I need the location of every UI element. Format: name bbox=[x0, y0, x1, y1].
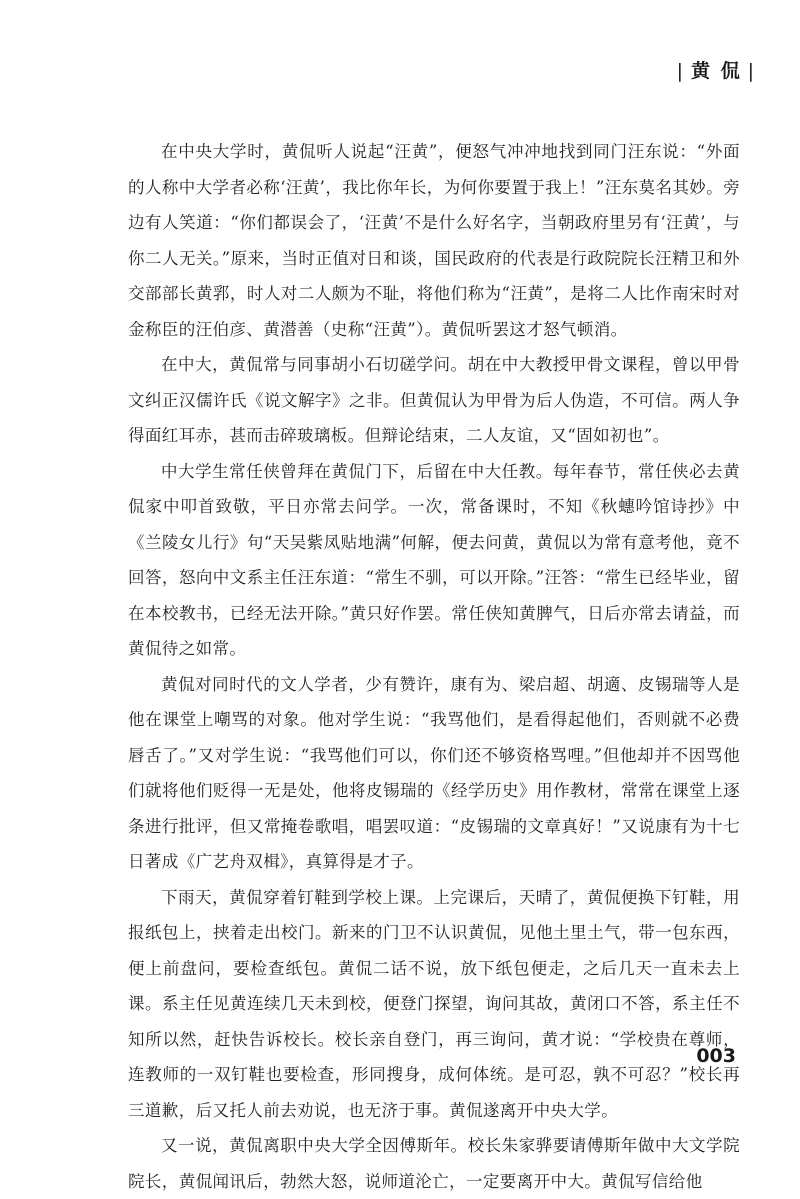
header-bar-left: | bbox=[676, 60, 685, 82]
page-number: 003 bbox=[696, 1045, 736, 1067]
paragraph-1: 在中央大学时，黄侃听人说起“汪黄”，便怒气冲冲地找到同门汪东说：“外面的人称中大学者必称‘汪黄’，我比你年长，为何你要置于我上！”汪东莫名其妙。旁边有人笑道：“你们都误会了，‘汪黄’不是什么好名字，当朝政府里另有‘汪黄’，与你二人无关。”原来，当时正值对日和谈，国民政府的代表是行政院院长汪精卫和外交部部长黄郛，时人对二人颇为不耻，将他们称为“汪黄”，是将二人比作南宋时对金称臣的汪伯彦、黄潜善（史称“汪黄”）。黄侃听罢这才怒气顿消。 bbox=[128, 142, 740, 339]
paragraph-6: 又一说，黄侃离职中央大学全因傅斯年。校长朱家骅要请傅斯年做中大文学院院长，黄侃闻讯后，勃然大怒，说师道沦亡，一定要离开中大。黄侃写信给他 bbox=[128, 1136, 740, 1191]
header-bar-right: | bbox=[747, 60, 756, 82]
paragraph-3: 中大学生常任侠曾拜在黄侃门下，后留在中大任教。每年春节，常任侠必去黄侃家中叩首致敬，平日亦常去问学。一次，常备课时，不知《秋蟪吟馆诗抄》中《兰陵女儿行》句“天吴紫凤贴地满”何解，便去问黄，黄侃以为常有意考他，竟不回答，怒向中文系主任汪东道：“常生不驯，可以开除。”汪答：“常生已经毕业，留在本校教书，已经无法开除。”黄只好作罢。常任侠知黄脾气，日后亦常去请益，而黄侃待之如常。 bbox=[128, 461, 740, 658]
paragraph-5: 下雨天，黄侃穿着钉鞋到学校上课。上完课后，天晴了，黄侃便换下钉鞋，用报纸包上，挟着走出校门。新来的门卫不认识黄侃，见他土里土气，带一包东西，便上前盘问，要检查纸包。黄侃二话不说，放下纸包便走，之后几天一直未去上课。系主任见黄连续几天未到校，便登门探望，询问其故，黄闭口不答，系主任不知所以然，赶快告诉校长。校长亲自登门，再三询问，黄才说：“学校贵在尊师，连教师的一双钉鞋也要检查，形同搜身，成何体统。是可忍，孰不可忍？”校长再三道歉，后又托人前去劝说，也无济于事。黄侃遂离开中央大学。 bbox=[128, 887, 740, 1120]
paragraph-2: 在中大，黄侃常与同事胡小石切磋学问。胡在中大教授甲骨文课程，曾以甲骨文纠正汉儒许氏《说文解字》之非。但黄侃认为甲骨为后人伪造，不可信。两人争得面红耳赤，甚而击碎玻璃板。但辩论结束，二人友谊，又“固如初也”。 bbox=[128, 355, 740, 445]
page-body bbox=[128, 134, 740, 1199]
running-title: 黄 侃 bbox=[690, 60, 742, 82]
paragraph-4: 黄侃对同时代的文人学者，少有赞许，康有为、梁启超、胡適、皮锡瑞等人是他在课堂上嘲骂的对象。他对学生说：“我骂他们，是看得起他们，否则就不必费唇舌了。”又对学生说：“我骂他们可以，你们还不够资格骂哩。”但他却并不因骂他们就将他们贬得一无是处，他将皮锡瑞的《经学历史》用作教材，常常在课堂上逐条进行批评，但又常掩卷歌唱，唱罢叹道：“皮锡瑞的文章真好！”又说康有为十七日著成《广艺舟双楫》，真算得是才子。 bbox=[128, 674, 740, 871]
running-header bbox=[671, 56, 762, 83]
